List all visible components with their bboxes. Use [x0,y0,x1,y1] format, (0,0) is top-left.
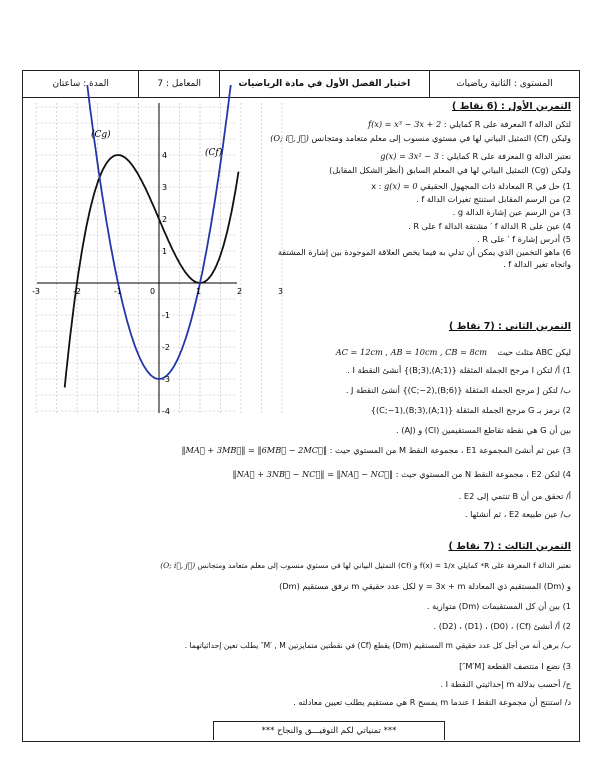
ex2-q4a: أ/ تحقق من أن B تنتمي إلى E2 . [458,491,571,501]
ex3-line1: نعتبر الدالة f المعرفة على R* كمايلي f(x) = 1/x و (Cf) التمثيل البياني لها في مستوي منسوب إلى معلم متعامد ومتجانس (O; i⃗, j⃗) [160,561,571,570]
ex1-q3: 3) من الرسم عين إشارة الدالة g . [452,207,571,217]
ex1-q5: 5) أدرس إشارة f ′ على R . [477,234,571,244]
ex2-q3: 3) عين ثم أنشئ المجموعة E1 ، مجموعة النقط M من المستوي حيث : ‖MA⃗ + 3MB⃗‖ = ‖6MB⃗ − 2MC⃗‖ [181,445,571,455]
ex2-q1: 1) أ/ لتكن I مرجح الجملة المثقلة {(A;1),(B;3)} أنشئ النقطة I . [347,365,571,375]
ex1-q2: 2) من الرسم المقابل استنتج تغيرات الدالة f . [416,194,571,204]
y-tick-label: 2 [162,215,168,224]
ex3-q3a: ج/ أحسب بدلالة m إحداثيتي النقطة I . [440,679,571,689]
footer-wishes: *** تمنياتي لكم التوفيـــق والنجاح *** [213,721,445,740]
ex1-line3: نعتبر الدالة g المعرفة على R كمايلي : g(x) = 3x² − 3 [380,151,571,161]
x-tick-label: 3 [278,287,284,296]
curve-cf [65,155,239,388]
ex1-q6b: واتجاه تغير الدالة f . [503,259,571,269]
ex2-q1b: ب/ لتكن J مرجح الجملة المثقلة {(B;6),(C;−2)} أنشئ النقطة J . [345,385,571,395]
ex3-q2b: ب/ برهن أنه من أجل كل عدد حقيقي m المستقيم (Dm) يقطع (Cf) في نقطتين متمايزتين M′ , M″ يطلب تعين إحداثياتهما . [184,641,571,650]
ex3-q3b: د/ استنتج أن مجموعة النقط I عندما m يمسح R هي مستقيم يطلب تعيين معادلته . [293,697,571,707]
ex1-q4: 4) عين على R الدالة f ′ مشتقة الدالة f على R . [408,221,571,231]
x-tick-label: 0 [150,287,156,296]
cf-label: (Cf) [205,148,223,158]
coef-cell: المعامل : 7 [138,71,219,97]
ex2-q4b: ب/ عين طبيعة E2 ، ثم أنشئها . [464,509,571,519]
duration-cell: المدة : ساعتان [52,79,109,89]
ex1-q1: 1) حل في R المعادلة ذات المجهول الحقيقي x : g(x) = 0 [371,181,571,191]
y-tick-label: -4 [162,407,170,416]
function-graph [32,103,284,416]
ex3-q2: 2) أ/ أنشئ (Cf) ، (D0) ، (D1) ، (D2) . [433,621,571,631]
y-tick-label: -1 [162,311,170,320]
ex1-line1: لتكن الدالة f المعرفة على R كمايلي : f(x) = x³ − 3x + 2 [368,119,571,129]
exam-page [22,70,580,742]
exam-title: اختبار الفصل الأول في مادة الرياضيات [219,71,429,97]
ex1-q6: 6) ماهو التخمين الذي يمكن أن تدلي به فيما يخص العلاقة الموجودة بين إشارة المشتقة [277,247,571,257]
y-tick-label: 4 [162,151,168,160]
x-tick-label: 1 [196,287,202,296]
ex1-line4: وليكن (Cg) التمثيل البياني لها في المعلم السابق (أنظر الشكل المقابل) [329,165,571,175]
x-tick-labels [32,287,283,296]
ex2-q4: 4) لتكن E2 ، مجموعة النقط N من المستوي حيث : ‖NA⃗ + 3NB⃗ − NC⃗‖ = ‖NA⃗ − NC⃗‖ [232,469,571,479]
y-tick-label: 1 [162,247,168,256]
y-tick-label: 3 [162,183,168,192]
ex2-q2b: بين أن G هي نقطة تقاطع المستقيمين (CI) و (AJ) . [396,425,571,435]
y-tick-label: -2 [162,343,170,352]
ex3-title: التمرين الثالث : (7 نقاط ) [448,541,571,552]
ex2-title: التمرين الثاني : (7 نقاط ) [448,321,571,332]
exam-header [23,71,579,98]
ex3-q3: 3) نضع I منتصف القطعة [M′M″] [459,661,571,671]
ex1-line2: وليكن (Cf) التمثيل البياني لها في مستوي منسوب إلى معلم متعامد ومتجانس (O; i⃗, j⃗) [270,133,571,143]
ex2-line1: ليكن ABC مثلث حيث AC = 12cm , AB = 10cm , CB = 8cm [335,347,571,357]
x-tick-label: 2 [237,287,243,296]
ex3-line2: و (Dm) المستقيم ذي المعادلة y = 3x + m لكل عدد حقيقي m نرفق مستقيم (Dm) [279,581,571,591]
x-tick-label: -3 [32,287,40,296]
ex1-title: التمرين الأول : (6 نقاط ) [451,101,571,112]
x-tick-label: -2 [73,287,81,296]
cg-label: (Cg) [91,130,111,140]
ex2-q2: 2) نرمز بـ G مرجح الجملة المثقلة {(A;1),(B;3),(C;−1)} [370,405,571,415]
y-tick-label: -3 [162,375,170,384]
ex3-q1: 1) بين أن كل المستقيمات (Dm) متوازية . [426,601,571,611]
level-cell: المستوى : الثانية رياضيات [429,71,579,97]
x-tick-label: -1 [114,287,122,296]
